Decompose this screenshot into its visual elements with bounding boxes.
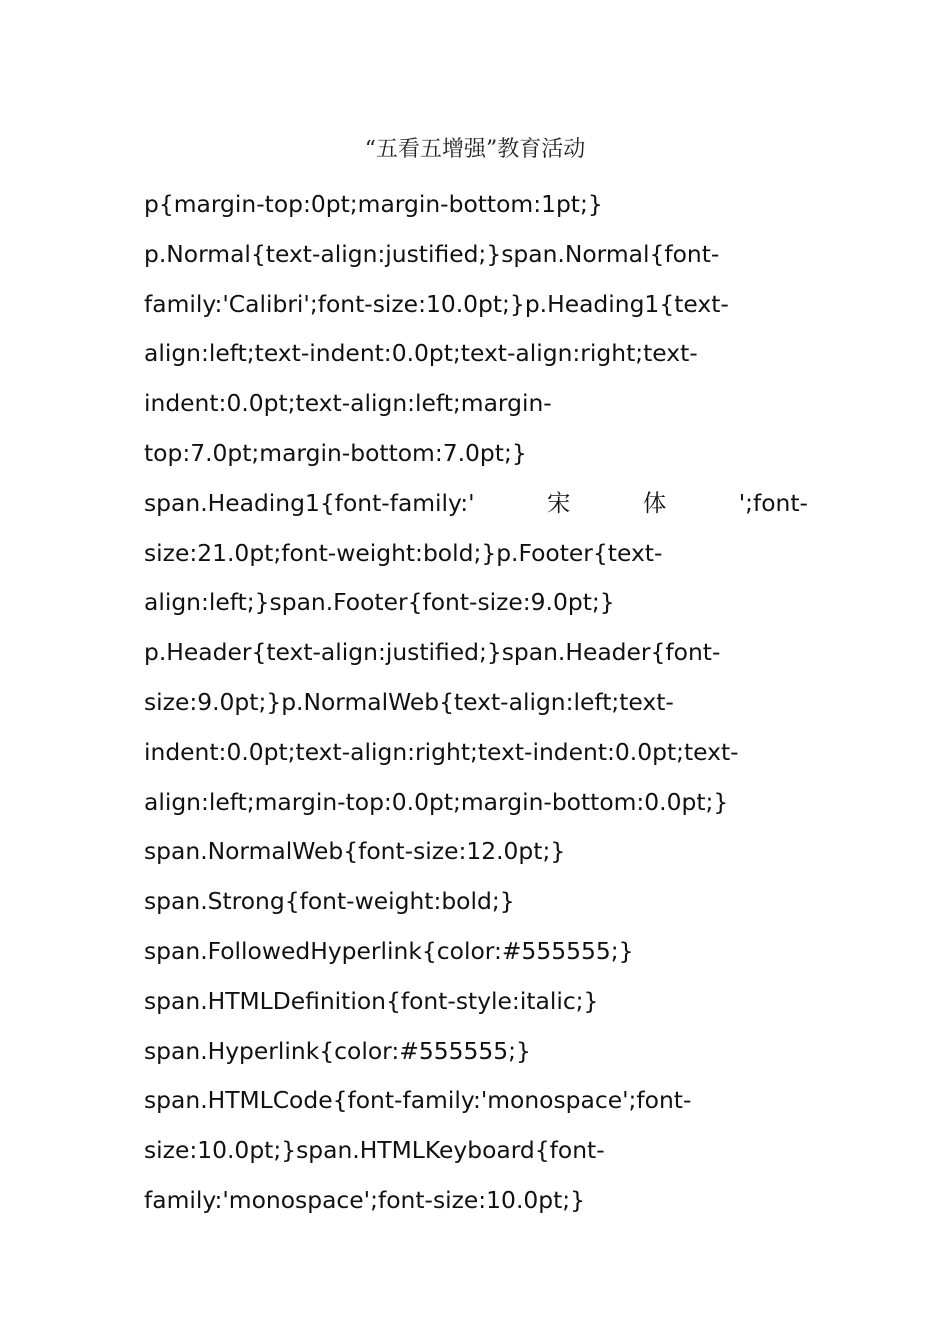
- text-line: span.Strong{font-weight:bold;}: [144, 887, 515, 916]
- text-line: span.HTMLDefinition{font-style:italic;}: [144, 986, 599, 1015]
- document-title: “五看五增强”教育活动: [364, 137, 586, 162]
- text-line: align:left;margin-top:0.0pt;margin-bottom:0.0pt;}: [144, 787, 729, 816]
- text-line: p.Header{text-align:justified;}span.Header{font-: [144, 638, 721, 667]
- text-fragment: span.Heading1{font-family:': [144, 488, 475, 517]
- text-line: span.Hyperlink{color:#555555;}: [144, 1036, 531, 1065]
- text-line: align:left;}span.Footer{font-size:9.0pt;}: [144, 588, 615, 617]
- text-fragment: 体: [642, 488, 667, 517]
- text-line: span.FollowedHyperlink{color:#555555;}: [144, 936, 634, 965]
- text-line: span.NormalWeb{font-size:12.0pt;}: [144, 837, 566, 866]
- text-line: p.Normal{text-align:justified;}span.Normal{font-: [144, 239, 720, 268]
- text-line-justified: [144, 479, 808, 529]
- document-body: [144, 180, 808, 1226]
- text-line: family:'Calibri';font-size:10.0pt;}p.Heading1{text-: [144, 289, 729, 318]
- text-line: size:21.0pt;font-weight:bold;}p.Footer{text-: [144, 538, 663, 567]
- text-line: size:10.0pt;}span.HTMLKeyboard{font-: [144, 1136, 605, 1165]
- text-line: top:7.0pt;margin-bottom:7.0pt;}: [144, 438, 527, 467]
- text-line: align:left;text-indent:0.0pt;text-align:right;text-: [144, 339, 698, 368]
- text-line: size:9.0pt;}p.NormalWeb{text-align:left;text-: [144, 687, 674, 716]
- text-fragment: 宋: [546, 488, 571, 517]
- text-line: indent:0.0pt;text-align:left;margin-: [144, 389, 552, 418]
- text-fragment: ';font-: [738, 488, 808, 517]
- text-line: family:'monospace';font-size:10.0pt;}: [144, 1185, 586, 1214]
- text-line: p{margin-top:0pt;margin-bottom:1pt;}: [144, 190, 603, 218]
- text-line: span.HTMLCode{font-family:'monospace';font-: [144, 1086, 692, 1115]
- text-line: indent:0.0pt;text-align:right;text-indent:0.0pt;text-: [144, 737, 739, 766]
